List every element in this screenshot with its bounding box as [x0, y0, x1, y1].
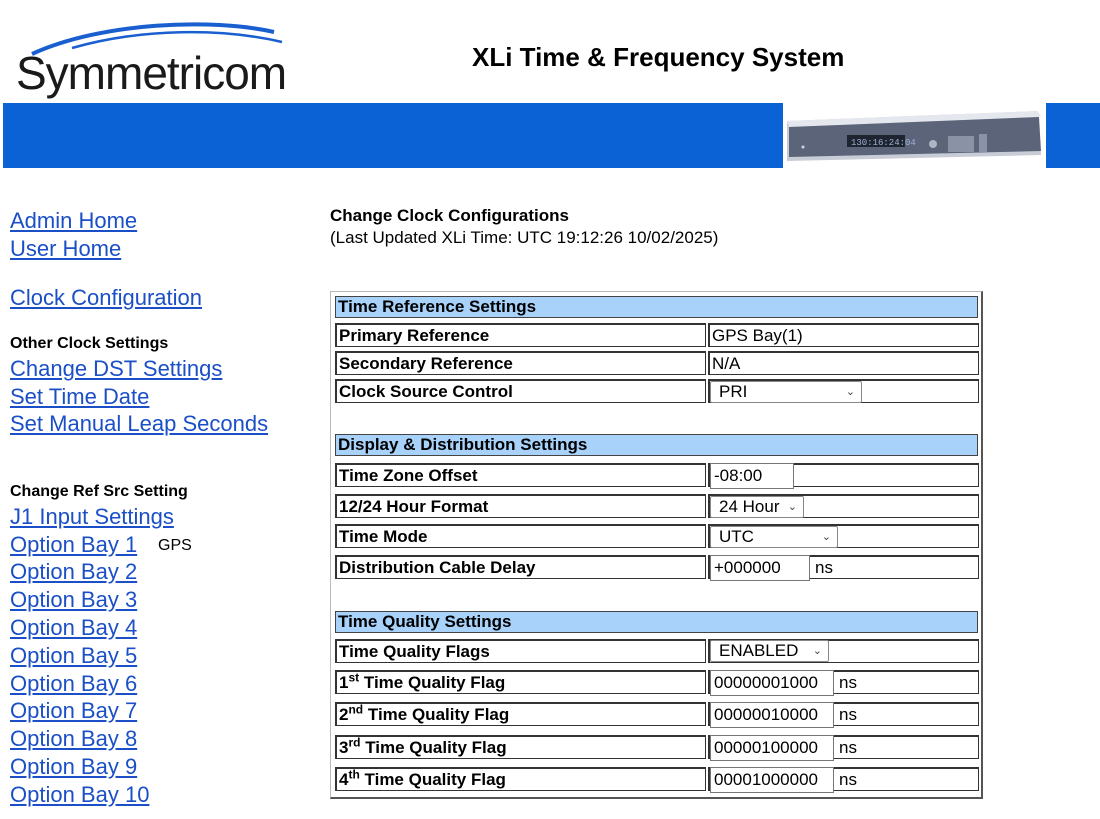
chevron-down-icon: ⌄: [812, 645, 822, 657]
set-leap-seconds-link[interactable]: Set Manual Leap Seconds: [10, 411, 269, 436]
app-title: XLi Time & Frequency System: [472, 42, 845, 72]
primary-reference-value: GPS Bay(1): [708, 323, 979, 347]
change-ref-src-heading: Change Ref Src Setting: [10, 483, 188, 500]
clock-source-select-value: PRI: [719, 382, 748, 401]
time-quality-flags-select-value: ENABLED: [719, 641, 799, 660]
secondary-reference-label: Secondary Reference: [335, 351, 706, 375]
option-bay-8-link[interactable]: Option Bay 8: [10, 726, 138, 751]
option-bay-10-link[interactable]: Option Bay 10: [10, 782, 150, 807]
change-dst-link[interactable]: Change DST Settings: [10, 356, 223, 381]
option-bay-9-link[interactable]: Option Bay 9: [10, 754, 138, 779]
chevron-down-icon: ⌄: [787, 501, 797, 513]
quality-flag-1-input[interactable]: 00000001000: [710, 670, 834, 696]
logo-text: Symmetricom: [16, 47, 287, 99]
cable-delay-unit: ns: [815, 558, 833, 577]
quality-flag-4-label: 4th Time Quality Flag: [335, 767, 706, 791]
hour-format-label: 12/24 Hour Format: [335, 494, 706, 518]
primary-reference-label: Primary Reference: [335, 323, 706, 347]
clock-configuration-link[interactable]: Clock Configuration: [10, 285, 202, 310]
display-distribution-section-header: Display & Distribution Settings: [335, 434, 978, 456]
option-bay-2-link[interactable]: Option Bay 2: [10, 559, 138, 584]
cable-delay-input[interactable]: +000000: [710, 555, 810, 581]
time-mode-select-value: UTC: [719, 527, 754, 546]
quality-flag-2-label: 2nd Time Quality Flag: [335, 702, 706, 726]
quality-flag-2-unit: ns: [839, 705, 857, 724]
quality-flag-4-unit: ns: [839, 770, 857, 789]
quality-flag-3-label: 3rd Time Quality Flag: [335, 735, 706, 759]
option-bay-4-link[interactable]: Option Bay 4: [10, 615, 138, 640]
quality-flag-3-unit: ns: [839, 738, 857, 757]
time-quality-section-header: Time Quality Settings: [335, 611, 978, 633]
option-bay-7-link[interactable]: Option Bay 7: [10, 698, 138, 723]
chevron-down-icon: ⌄: [845, 386, 855, 398]
time-zone-offset-input[interactable]: -08:00: [710, 463, 794, 489]
option-bay-6-link[interactable]: Option Bay 6: [10, 671, 138, 696]
set-time-date-link[interactable]: Set Time Date: [10, 384, 150, 409]
time-mode-select[interactable]: [710, 526, 838, 548]
option-bay-3-link[interactable]: Option Bay 3: [10, 587, 138, 612]
admin-home-link[interactable]: Admin Home: [10, 208, 138, 233]
symmetricom-logo: [12, 18, 302, 104]
time-mode-label: Time Mode: [335, 524, 706, 548]
quality-flag-1-unit: ns: [839, 673, 857, 692]
other-clock-settings-heading: Other Clock Settings: [10, 335, 169, 352]
last-updated-text: (Last Updated XLi Time: UTC 19:12:26 10/02/2025): [330, 228, 719, 247]
clock-source-control-label: Clock Source Control: [335, 379, 706, 403]
hour-format-select[interactable]: [710, 496, 804, 518]
option-bay-1-gps-tag: GPS: [158, 537, 192, 554]
device-image: [783, 103, 1046, 168]
chevron-down-icon: ⌄: [821, 531, 831, 543]
hour-format-select-value: 24 Hour: [719, 497, 780, 516]
j1-input-settings-link[interactable]: J1 Input Settings: [10, 504, 174, 529]
svg-text:130:16:24:04: 130:16:24:04: [851, 138, 916, 148]
quality-flag-3-input[interactable]: 00000100000: [710, 735, 834, 761]
time-zone-offset-label: Time Zone Offset: [335, 463, 706, 487]
option-bay-5-link[interactable]: Option Bay 5: [10, 643, 138, 668]
option-bay-1-link[interactable]: Option Bay 1: [10, 532, 138, 557]
clock-source-select[interactable]: [710, 381, 862, 403]
quality-flag-1-label: 1st Time Quality Flag: [335, 670, 706, 694]
cable-delay-label: Distribution Cable Delay: [335, 555, 706, 579]
user-home-link[interactable]: User Home: [10, 236, 122, 261]
quality-flag-4-input[interactable]: 00001000000: [710, 767, 834, 793]
time-quality-flags-label: Time Quality Flags: [335, 639, 706, 663]
page-title: Change Clock Configurations: [330, 206, 569, 225]
quality-flag-2-input[interactable]: 00000010000: [710, 702, 834, 728]
time-reference-section-header: Time Reference Settings: [335, 296, 978, 318]
secondary-reference-value: N/A: [708, 351, 979, 375]
time-quality-flags-select[interactable]: [710, 640, 829, 662]
